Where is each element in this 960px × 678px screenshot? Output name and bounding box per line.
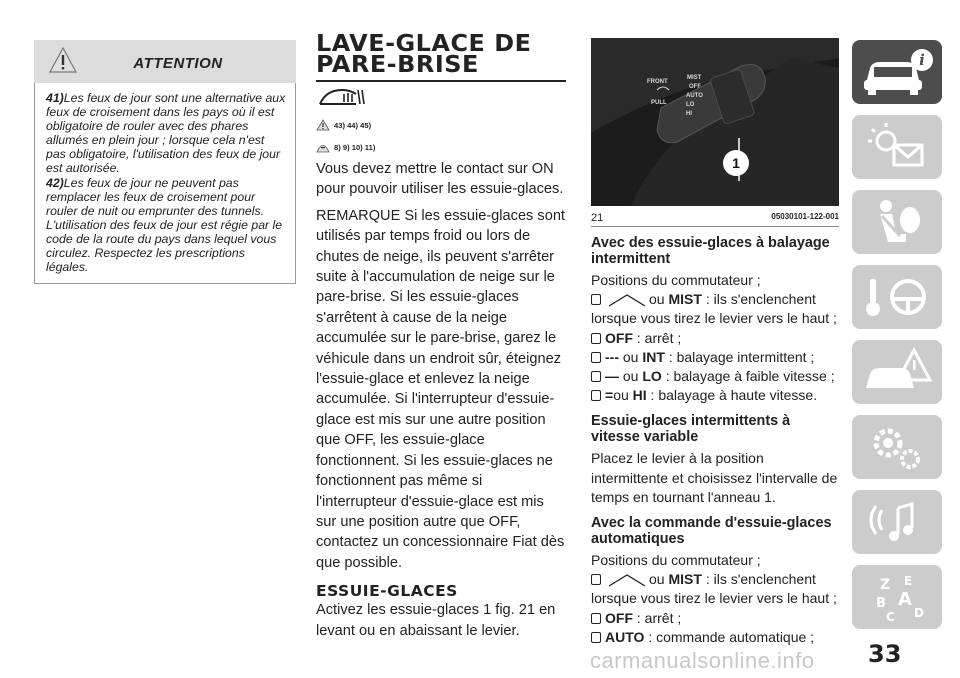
bullet-icon <box>591 390 601 401</box>
attention-title: ATTENTION <box>133 55 223 72</box>
figure-photo <box>591 38 839 206</box>
attention-body <box>34 83 296 284</box>
switch-lo: — ou LO : balayage à faible vitesse ; <box>591 367 839 386</box>
page-number: 33 <box>868 640 902 668</box>
lever-label-pull: PULL <box>651 100 667 106</box>
attention-item-42: 42)Les feux de jour ne peuvent pas remplacer les feux de croisement pour rouler de nuit ou emprunter des tunnels. L'utilisation des feux de jour est régie par le code de la route du pays dans lequel vous circulez. Respectez les prescriptions légales. <box>46 175 283 275</box>
heading-automatic: Avec la commande d'essuie-glaces automatiques <box>591 515 832 548</box>
bullet-icon <box>591 574 601 585</box>
bullet-icon <box>591 613 601 624</box>
svg-text:B: B <box>876 596 886 611</box>
bullet-icon <box>591 352 601 363</box>
warning-refs: 43) 44) 45) <box>316 119 566 131</box>
tab-technical-data[interactable] <box>852 490 942 554</box>
heading-intermittent: Avec des essuie-glaces à balayage intermittent <box>591 235 830 267</box>
switch-mist: ou MIST : ils s'enclenchent <box>591 290 839 309</box>
bullet-icon <box>591 371 601 382</box>
gears-icon <box>852 415 942 479</box>
alphabet-index-icon <box>852 565 942 629</box>
mist-chevron-icon <box>605 293 649 307</box>
lever-label-auto: AUTO <box>686 93 703 99</box>
paragraph-wipers: Activez les essuie-glaces 1 fig. 21 en levant ou en abaissant le levier. <box>316 602 556 639</box>
tab-starting-driving[interactable] <box>852 265 942 329</box>
warning-lights-icon <box>852 115 942 179</box>
svg-text:D: D <box>914 606 924 620</box>
main-column <box>316 31 566 641</box>
switch-hi: = ou HI : balayage à haute vitesse. <box>591 386 839 405</box>
positions-label-2: Positions du commutateur ; <box>591 552 761 569</box>
warning-triangle-icon <box>316 119 330 131</box>
svg-text:E: E <box>904 574 913 588</box>
paragraph-contact: Vous devez mettre le contact sur ON pour pouvoir utiliser les essuie-glaces. <box>316 161 564 198</box>
switch-off-2: OFF : arrêt ; <box>591 609 839 628</box>
watermark: carmanualsonline.info <box>590 648 815 673</box>
figure-code: 05030101-122-001 <box>771 212 839 221</box>
subsection-title-wipers: ESSUIE-GLACES <box>316 582 458 601</box>
lever-label-hi: HI <box>686 111 692 117</box>
switch-auto: AUTO : commande automatique ; <box>591 628 839 647</box>
svg-text:i: i <box>919 51 925 69</box>
tab-maintenance[interactable] <box>852 415 942 479</box>
note-refs: 8) 9) 10) 11) <box>316 141 566 153</box>
lever-label-front: FRONT <box>647 79 668 85</box>
right-column <box>591 38 839 647</box>
mist-chevron-icon <box>605 573 649 587</box>
tab-car-info[interactable] <box>852 40 942 104</box>
car-info-icon <box>852 40 942 104</box>
washer-symbol-icon <box>316 86 366 108</box>
lever-label-mist: MIST <box>687 75 702 81</box>
mist-continuation: lorsque vous tirez le levier vers le haut ; <box>591 310 837 327</box>
lever-label-lo: LO <box>686 102 695 108</box>
heading-variable: Essuie-glaces intermittents à vitesse variable <box>591 413 791 446</box>
svg-text:A: A <box>898 589 912 610</box>
paragraph-variable: Placez le levier à la position intermittente et choisissez l'intervalle de temps en tournant l'anneau 1. <box>591 450 838 505</box>
switch-mist-2: ou MIST : ils s'enclenchent <box>591 570 839 589</box>
bullet-icon <box>591 632 601 643</box>
callout-1: 1 <box>732 155 740 171</box>
paragraph-note: REMARQUE Si les essuie-glaces sont utilisés par temps froid ou lors de chutes de neige, ils peuvent s'arrêter suite à l'accumulation de neige sur le pare-brise. Si les essuie-glaces s'arrêtent à cause de la neige accumulée sur le pare-brise, garez le véhicule dans un endroit sûr, éteignez l'essuie-glace et enlevez la neige accumulée. Si l'interrupteur d'essuie-glace est mis sur une autre position que OFF, les essuie-glace fonctionnent. Si les essuie-glaces ne fonctionnent pas même si l'interrupteur d'essuie-glace est mis sur une position autre que OFF, contactez un concessionnaire Fiat dès que possible. <box>316 207 565 571</box>
tab-dashboard-lights[interactable] <box>852 115 942 179</box>
bullet-icon <box>591 294 601 305</box>
positions-label: Positions du commutateur ; <box>591 272 761 288</box>
switch-int: --- ou INT : balayage intermittent ; <box>591 348 839 367</box>
figure-number: 21 <box>591 212 604 224</box>
wiper-lever-illustration <box>591 38 839 206</box>
svg-text:C: C <box>886 610 895 624</box>
figure-caption <box>591 212 839 224</box>
attention-box <box>34 40 296 284</box>
seat-airbag-icon <box>852 190 942 254</box>
bullet-icon <box>591 333 601 344</box>
lever-label-off: OFF <box>689 84 701 90</box>
chapter-tabs <box>852 40 942 640</box>
emergency-car-icon <box>852 340 942 404</box>
mist-continuation-2: lorsque vous tirez le levier vers le haut ; <box>591 590 837 607</box>
music-wifi-icon <box>852 490 942 554</box>
switch-off: OFF : arrêt ; <box>591 329 839 348</box>
section-title: LAVE-GLACE DE PARE-BRISE <box>316 31 532 78</box>
tab-emergency[interactable] <box>852 340 942 404</box>
key-steering-icon <box>852 265 942 329</box>
title-divider <box>316 80 566 82</box>
svg-text:Z: Z <box>880 577 891 593</box>
tab-safety[interactable] <box>852 190 942 254</box>
attention-item-41: 41)Les feux de jour sont une alternative aux feux de croisement dans les pays où il est obligatoire de rouler avec des phares allumés en plein jour ; lorsque cela n'est pas obligatoire, l'utilisation des feux de jour est autorisée. <box>46 91 286 176</box>
note-icon <box>316 141 330 153</box>
tab-index[interactable] <box>852 565 942 629</box>
attention-header <box>34 40 296 83</box>
